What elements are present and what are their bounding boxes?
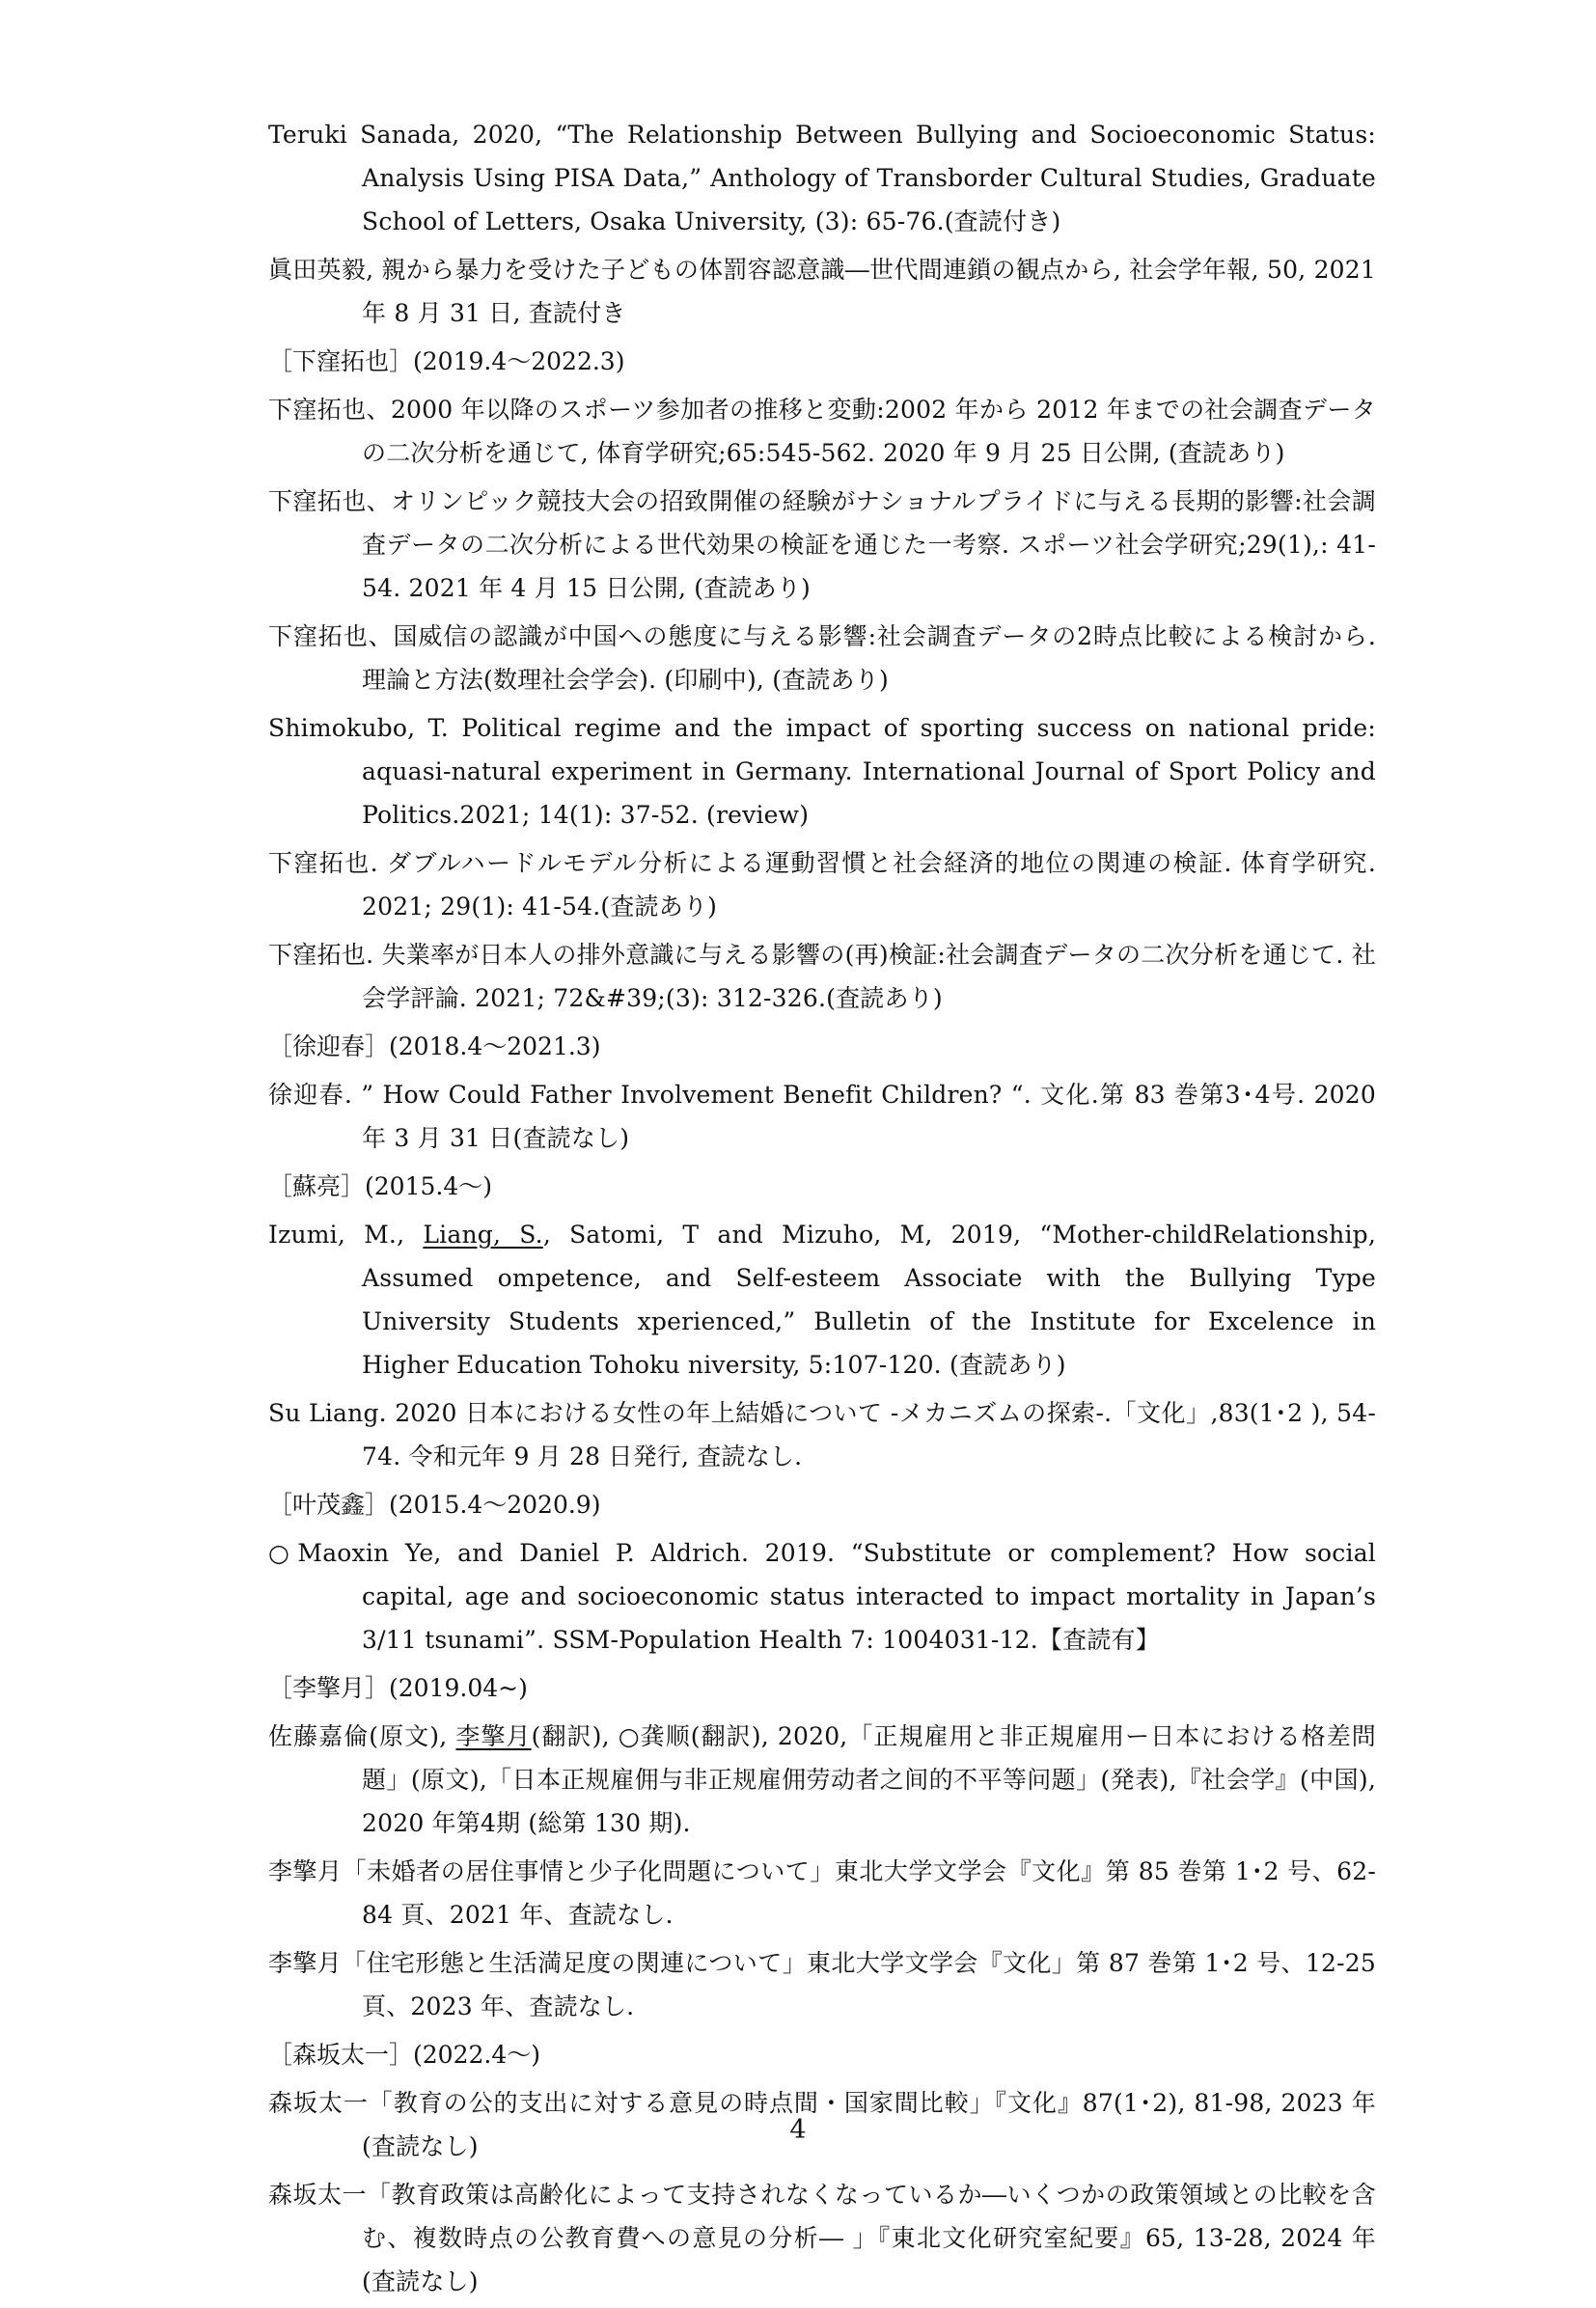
underlined-author: Liang, S. (423, 1221, 543, 1249)
entry-text: 佐藤嘉倫(原文), (268, 1722, 456, 1750)
author-heading: ［蘇亮］(2015.4～) (268, 1172, 492, 1200)
underlined-author: 李擎月 (455, 1722, 532, 1750)
reference-entry: Su Liang. 2020 日本における女性の年上結婚について -メカニズムの探索-.「文化」,83(1･2 ), 54-74. 令和元年 9 月 28 日発行, 査読なし. (268, 1399, 1376, 1470)
entry-text: , Satomi, T and Mizuho, M, 2019, “Mother-childRelationship, Assumed ompetence, and Self-esteem Associate with the Bullying Type University Students xperienced,” Bulletin of the Institute for Excelence in Higher Education Tohoku niversity, 5:107-120. (査読あり) (362, 1221, 1377, 1379)
reference-entry: ○Maoxin Ye, and Daniel P. Aldrich. 2019. “Substitute or complement? How social capital, age and socioeconomic status interacted to impact mortality in Japan’s 3/11 tsunami”. SSM-Population Health 7: 1004031-12.【査読有】 (268, 1539, 1376, 1654)
author-heading: ［李擎月］(2019.04~) (268, 1674, 528, 1702)
reference-entry: 下窪拓也、2000 年以降のスポーツ参加者の推移と変動:2002 年から 2012 年までの社会調査データの二次分析を通じて, 体育学研究;65:545-562. 2020 年 9 月 25 日公開, (査読あり) (268, 396, 1376, 467)
reference-entry: 徐迎春. ” How Could Father Involvement Benefit Children? “. 文化.第 83 巻第3･4号. 2020 年 3 月 31 日(査読なし) (268, 1081, 1376, 1152)
reference-entry: 眞田英毅, 親から暴力を受けた子どもの体罰容認意識―世代間連鎖の観点から, 社会学年報, 50, 2021 年 8 月 31 日, 査読付き (268, 256, 1376, 327)
reference-entry: 下窪拓也、国威信の認識が中国への態度に与える影響:社会調査データの2時点比較による検討から. 理論と方法(数理社会学会). (印刷中), (査読あり) (268, 622, 1376, 694)
author-heading: ［森坂太一］(2022.4～) (268, 2041, 540, 2069)
entry-text: (翻訳), ○龚顺(翻訳), 2020,「正規雇用と非正規雇用ー日本における格差問題」(原文),「日本正规雇佣与非正规雇佣劳动者之间的不平等问题」(発表),『社会学』(中国), 2020 年第4期 (総第 130 期). (362, 1722, 1377, 1837)
reference-entry: 下窪拓也. ダブルハードルモデル分析による運動習慣と社会経済的地位の関連の検証. 体育学研究. 2021; 29(1): 41-54.(査読あり) (268, 849, 1376, 920)
reference-entry (268, 1715, 1376, 1845)
reference-entry: Shimokubo, T. Political regime and the impact of sporting success on national pride: aquasi-natural experiment in Germany. International Journal of Sport Policy and Politics.2021; 14(1): 37-52. (review) (268, 714, 1376, 829)
author-heading: ［叶茂鑫］(2015.4～2020.9) (268, 1491, 601, 1519)
reference-entry: Teruki Sanada, 2020, “The Relationship Between Bullying and Socioeconomic Status: Analysis Using PISA Data,” Anthology of Transborder Cultural Studies, Graduate School of Letters, Osaka University, (3): 65-76.(査読付き) (268, 121, 1376, 235)
reference-entry (268, 1213, 1376, 1387)
author-heading: ［徐迎春］(2018.4～2021.3) (268, 1032, 601, 1060)
reference-entry: 森坂太一「教育の公的支出に対する意見の時点間・国家間比較」『文化』87(1･2), 81-98, 2023 年 (査読なし) (268, 2089, 1376, 2160)
reference-entry: 李擎月「未婚者の居住事情と少子化問題について」東北大学文学会『文化』第 85 巻第 1･2 号、62-84 頁、2021 年、査読なし. (268, 1857, 1376, 1929)
reference-entry: 下窪拓也、オリンピック競技大会の招致開催の経験がナショナルプライドに与える長期的影響:社会調査データの二次分析による世代効果の検証を通じた一考察. スポーツ社会学研究;29(1),: 41-54. 2021 年 4 月 15 日公開, (査読あり) (268, 487, 1376, 602)
reference-list (268, 113, 1376, 2308)
reference-entry: 森坂太一「教育政策は高齢化によって支持されなくなっているか―いくつかの政策領域との比較を含む、複数時点の公教育費への意見の分析― 」『東北文化研究室紀要』65, 13-28, 2024 年 (査読なし) (268, 2181, 1376, 2295)
reference-entry: 下窪拓也. 失業率が日本人の排外意識に与える影響の(再)検証:社会調査データの二次分析を通じて. 社会学評論. 2021; 72&#39;(3): 312-326.(査読あり) (268, 941, 1376, 1012)
entry-text: Izumi, M., (268, 1221, 424, 1249)
page-number: 4 (789, 2115, 807, 2145)
reference-entry: 李擎月「住宅形態と生活満足度の関連について」東北大学文学会『文化」第 87 巻第 1･2 号、12-25 頁、2023 年、査読なし. (268, 1949, 1376, 2020)
author-heading: ［下窪拓也］(2019.4～2022.3) (268, 347, 625, 375)
